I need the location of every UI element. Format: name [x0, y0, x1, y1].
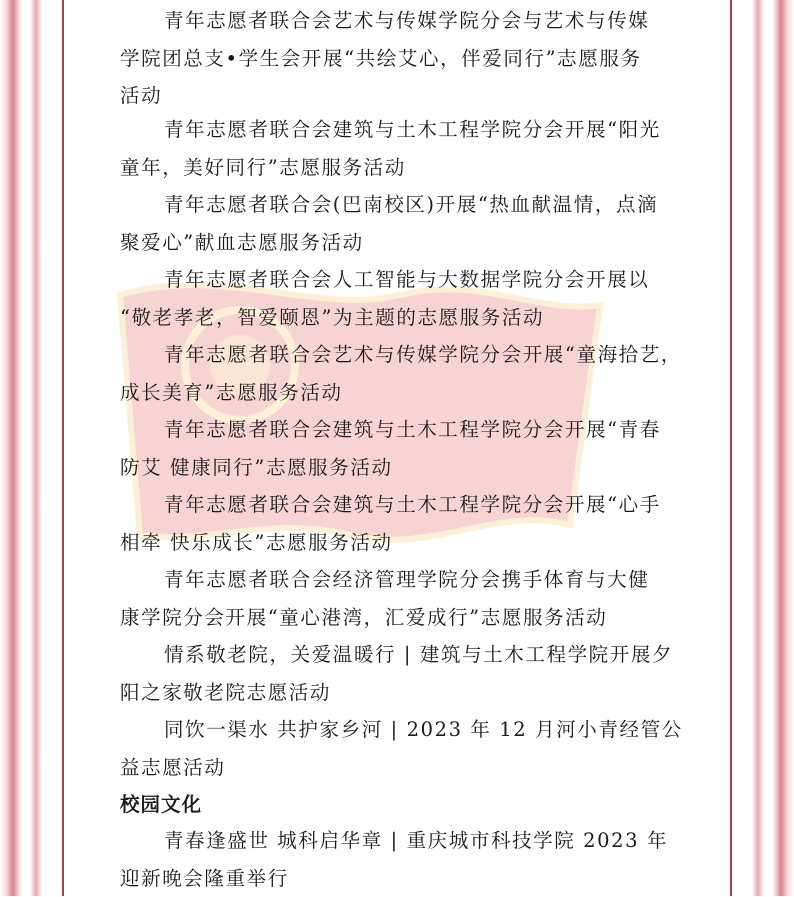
list-item[interactable]: 青年志愿者联合会建筑与土木工程学院分会开展“心手 相牵 快乐成长”志愿服务活动 — [120, 493, 661, 554]
list-item[interactable]: 同饮一渠水 共护家乡河 | 2023 年 12 月河小青经管公 益志愿活动 — [120, 718, 683, 779]
list-item[interactable]: 青年志愿者联合会经济管理学院分会携手体育与大健 康学院分会开展“童心港湾，汇爱成行”志愿服务活动 — [120, 568, 650, 629]
list-item[interactable]: 情系敬老院，关爱温暖行 | 建筑与土木工程学院开展夕 阳之家敬老院志愿活动 — [120, 643, 674, 704]
list-item[interactable]: 青年志愿者联合会人工智能与大数据学院分会开展以 “敬老孝老，智爱颐恩”为主题的志愿服务活动 — [120, 268, 650, 329]
list-item[interactable]: 青年志愿者联合会建筑与土木工程学院分会开展“阳光 童年，美好同行”志愿服务活动 — [120, 118, 661, 179]
list-item[interactable]: 青年志愿者联合会艺术与传媒学院分会开展“童海拾艺， 成长美育”志愿服务活动 — [120, 343, 682, 404]
list-item[interactable]: 青年志愿者联合会建筑与土木工程学院分会开展“青春 防艾 健康同行”志愿服务活动 — [120, 418, 661, 479]
list-item[interactable]: 青年志愿者联合会(巴南校区)开展“热血献温情，点滴 聚爱心”献血志愿服务活动 — [120, 193, 659, 254]
section-heading: 校园文化 — [120, 793, 203, 816]
left-decorative-border — [0, 0, 68, 896]
right-decorative-border — [726, 0, 794, 896]
list-item[interactable]: 青春逢盛世 城科启华章 | 重庆城市科技学院 2023 年 迎新晚会隆重举行 — [120, 829, 669, 890]
list-item[interactable]: 青年志愿者联合会艺术与传媒学院分会与艺术与传媒 学院团总支•学生会开展“共绘艾心，伴爱同行”志愿服务 活动 — [120, 9, 650, 107]
